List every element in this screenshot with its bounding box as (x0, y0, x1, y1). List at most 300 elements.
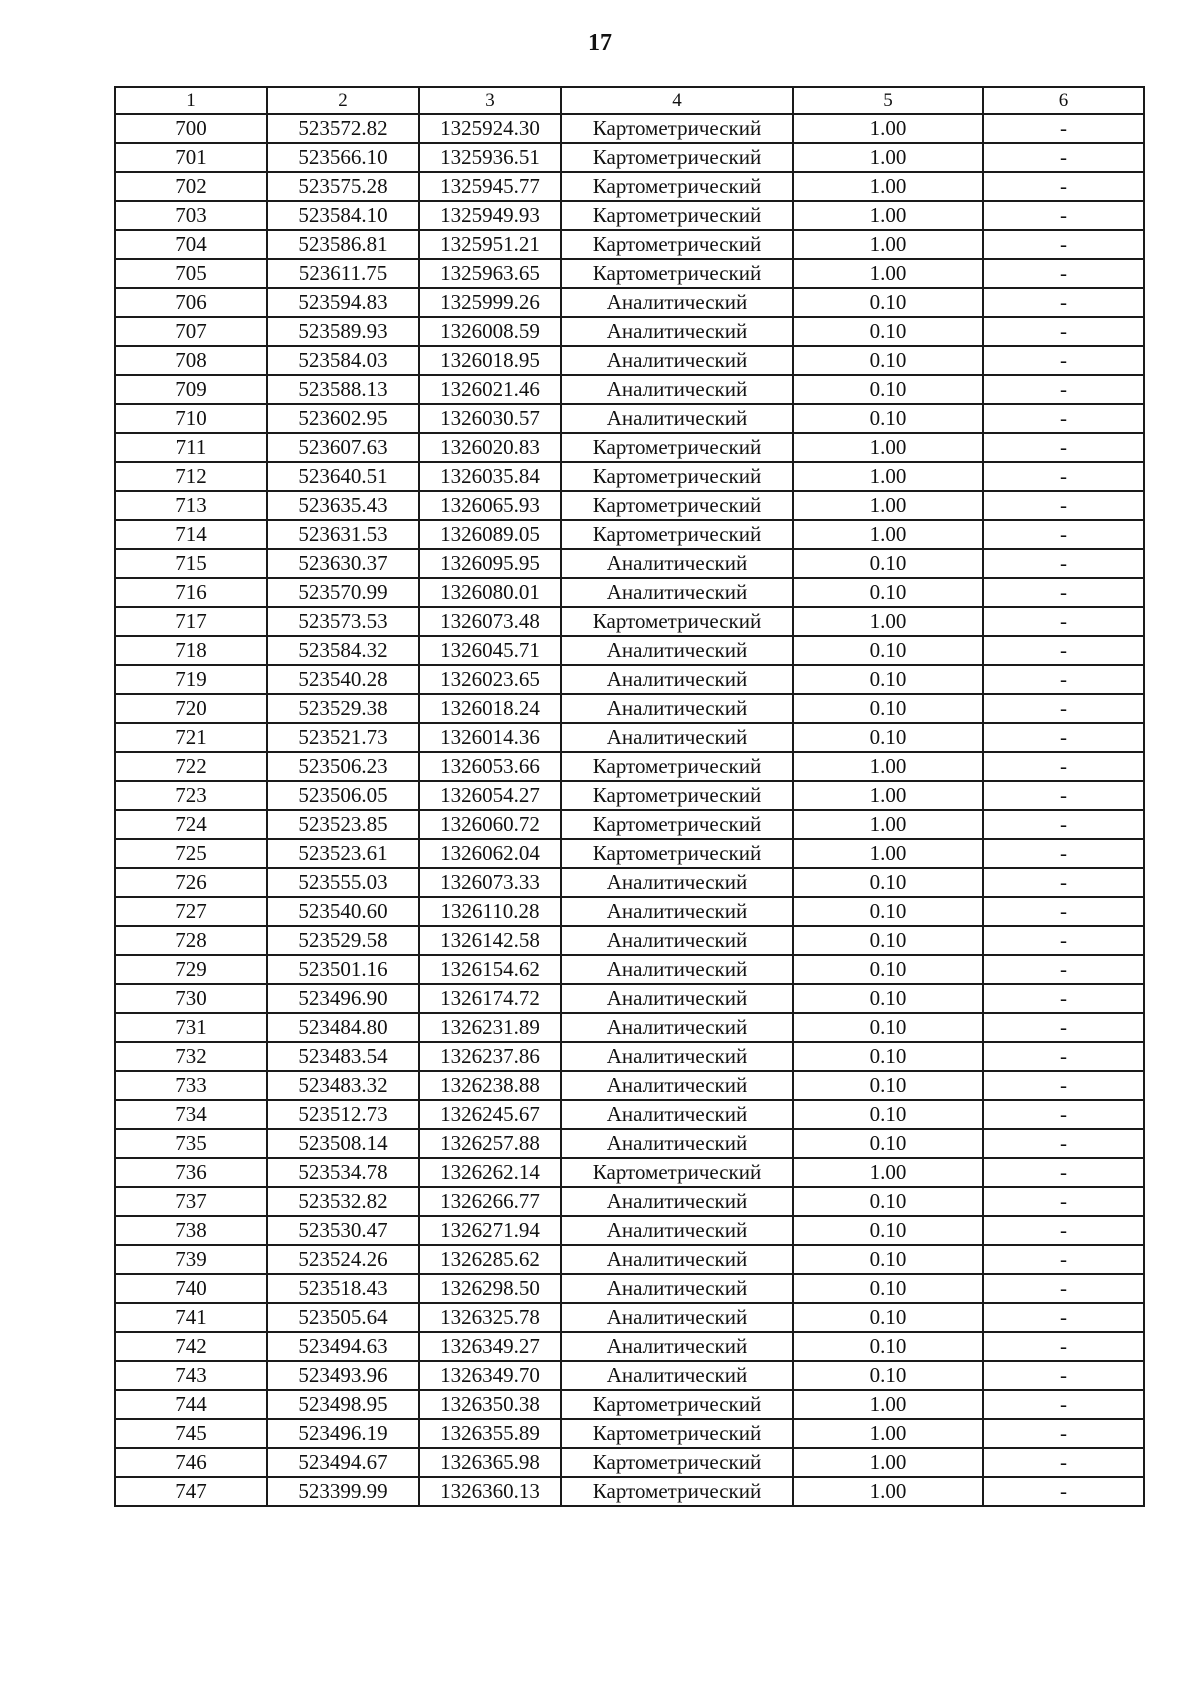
x-coordinate-cell: 523521.73 (267, 723, 419, 752)
description-cell: - (983, 1477, 1144, 1506)
x-coordinate-cell: 523506.05 (267, 781, 419, 810)
table-row (115, 288, 1144, 317)
table-row (115, 1042, 1144, 1071)
x-coordinate-cell: 523523.61 (267, 839, 419, 868)
accuracy-cell: 1.00 (793, 143, 983, 172)
x-coordinate-cell: 523602.95 (267, 404, 419, 433)
description-cell: - (983, 230, 1144, 259)
y-coordinate-cell: 1326035.84 (419, 462, 561, 491)
description-cell: - (983, 1419, 1144, 1448)
point-number-cell: 725 (115, 839, 267, 868)
point-number-cell: 744 (115, 1390, 267, 1419)
point-number-cell: 737 (115, 1187, 267, 1216)
y-coordinate-cell: 1326245.67 (419, 1100, 561, 1129)
column-header: 3 (419, 87, 561, 114)
accuracy-cell: 1.00 (793, 491, 983, 520)
point-number-cell: 715 (115, 549, 267, 578)
x-coordinate-cell: 523594.83 (267, 288, 419, 317)
method-cell: Картометрический (561, 781, 793, 810)
description-cell: - (983, 607, 1144, 636)
method-cell: Аналитический (561, 723, 793, 752)
x-coordinate-cell: 523506.23 (267, 752, 419, 781)
table-row (115, 1303, 1144, 1332)
y-coordinate-cell: 1326325.78 (419, 1303, 561, 1332)
accuracy-cell: 0.10 (793, 955, 983, 984)
point-number-cell: 735 (115, 1129, 267, 1158)
method-cell: Картометрический (561, 201, 793, 230)
point-number-cell: 700 (115, 114, 267, 143)
description-cell: - (983, 1332, 1144, 1361)
y-coordinate-cell: 1326018.24 (419, 694, 561, 723)
description-cell: - (983, 1274, 1144, 1303)
table-row (115, 259, 1144, 288)
x-coordinate-cell: 523498.95 (267, 1390, 419, 1419)
x-coordinate-cell: 523501.16 (267, 955, 419, 984)
description-cell: - (983, 404, 1144, 433)
method-cell: Картометрический (561, 752, 793, 781)
accuracy-cell: 1.00 (793, 230, 983, 259)
x-coordinate-cell: 523496.19 (267, 1419, 419, 1448)
x-coordinate-cell: 523505.64 (267, 1303, 419, 1332)
table-row (115, 752, 1144, 781)
method-cell: Аналитический (561, 317, 793, 346)
table-row (115, 1390, 1144, 1419)
accuracy-cell: 0.10 (793, 694, 983, 723)
method-cell: Аналитический (561, 404, 793, 433)
table-row (115, 1477, 1144, 1506)
x-coordinate-cell: 523529.58 (267, 926, 419, 955)
table-row (115, 404, 1144, 433)
description-cell: - (983, 1158, 1144, 1187)
description-cell: - (983, 839, 1144, 868)
table-row (115, 1361, 1144, 1390)
point-number-cell: 746 (115, 1448, 267, 1477)
table-row (115, 607, 1144, 636)
description-cell: - (983, 259, 1144, 288)
x-coordinate-cell: 523566.10 (267, 143, 419, 172)
point-number-cell: 712 (115, 462, 267, 491)
method-cell: Аналитический (561, 1303, 793, 1332)
table-row (115, 375, 1144, 404)
method-cell: Картометрический (561, 1419, 793, 1448)
point-number-cell: 705 (115, 259, 267, 288)
accuracy-cell: 0.10 (793, 897, 983, 926)
x-coordinate-cell: 523540.28 (267, 665, 419, 694)
x-coordinate-cell: 523399.99 (267, 1477, 419, 1506)
accuracy-cell: 1.00 (793, 462, 983, 491)
x-coordinate-cell: 523534.78 (267, 1158, 419, 1187)
coordinates-table (114, 86, 1145, 1507)
method-cell: Аналитический (561, 346, 793, 375)
x-coordinate-cell: 523589.93 (267, 317, 419, 346)
table-row (115, 897, 1144, 926)
accuracy-cell: 1.00 (793, 607, 983, 636)
x-coordinate-cell: 523530.47 (267, 1216, 419, 1245)
accuracy-cell: 0.10 (793, 1274, 983, 1303)
point-number-cell: 714 (115, 520, 267, 549)
method-cell: Картометрический (561, 520, 793, 549)
method-cell: Аналитический (561, 1361, 793, 1390)
y-coordinate-cell: 1326073.33 (419, 868, 561, 897)
accuracy-cell: 1.00 (793, 810, 983, 839)
table-row (115, 491, 1144, 520)
table-row (115, 1158, 1144, 1187)
description-cell: - (983, 201, 1144, 230)
description-cell: - (983, 317, 1144, 346)
method-cell: Аналитический (561, 897, 793, 926)
point-number-cell: 717 (115, 607, 267, 636)
point-number-cell: 740 (115, 1274, 267, 1303)
accuracy-cell: 1.00 (793, 1390, 983, 1419)
description-cell: - (983, 1303, 1144, 1332)
table-row (115, 636, 1144, 665)
table-row (115, 230, 1144, 259)
x-coordinate-cell: 523512.73 (267, 1100, 419, 1129)
y-coordinate-cell: 1326266.77 (419, 1187, 561, 1216)
description-cell: - (983, 346, 1144, 375)
method-cell: Картометрический (561, 114, 793, 143)
point-number-cell: 701 (115, 143, 267, 172)
x-coordinate-cell: 523555.03 (267, 868, 419, 897)
x-coordinate-cell: 523493.96 (267, 1361, 419, 1390)
table-header-row (115, 87, 1144, 114)
table-row (115, 201, 1144, 230)
x-coordinate-cell: 523529.38 (267, 694, 419, 723)
table-row (115, 1100, 1144, 1129)
point-number-cell: 708 (115, 346, 267, 375)
y-coordinate-cell: 1325949.93 (419, 201, 561, 230)
point-number-cell: 707 (115, 317, 267, 346)
method-cell: Аналитический (561, 1216, 793, 1245)
y-coordinate-cell: 1326060.72 (419, 810, 561, 839)
accuracy-cell: 0.10 (793, 723, 983, 752)
accuracy-cell: 0.10 (793, 1332, 983, 1361)
description-cell: - (983, 868, 1144, 897)
y-coordinate-cell: 1326298.50 (419, 1274, 561, 1303)
x-coordinate-cell: 523523.85 (267, 810, 419, 839)
point-number-cell: 741 (115, 1303, 267, 1332)
method-cell: Аналитический (561, 1187, 793, 1216)
x-coordinate-cell: 523573.53 (267, 607, 419, 636)
method-cell: Аналитический (561, 955, 793, 984)
description-cell: - (983, 143, 1144, 172)
table-row (115, 926, 1144, 955)
x-coordinate-cell: 523607.63 (267, 433, 419, 462)
accuracy-cell: 0.10 (793, 578, 983, 607)
method-cell: Аналитический (561, 984, 793, 1013)
x-coordinate-cell: 523508.14 (267, 1129, 419, 1158)
point-number-cell: 729 (115, 955, 267, 984)
y-coordinate-cell: 1326030.57 (419, 404, 561, 433)
accuracy-cell: 0.10 (793, 926, 983, 955)
point-number-cell: 723 (115, 781, 267, 810)
accuracy-cell: 0.10 (793, 1129, 983, 1158)
y-coordinate-cell: 1326014.36 (419, 723, 561, 752)
y-coordinate-cell: 1326065.93 (419, 491, 561, 520)
description-cell: - (983, 897, 1144, 926)
y-coordinate-cell: 1326142.58 (419, 926, 561, 955)
y-coordinate-cell: 1326154.62 (419, 955, 561, 984)
method-cell: Аналитический (561, 1042, 793, 1071)
point-number-cell: 747 (115, 1477, 267, 1506)
description-cell: - (983, 723, 1144, 752)
point-number-cell: 732 (115, 1042, 267, 1071)
x-coordinate-cell: 523496.90 (267, 984, 419, 1013)
x-coordinate-cell: 523640.51 (267, 462, 419, 491)
description-cell: - (983, 1448, 1144, 1477)
x-coordinate-cell: 523631.53 (267, 520, 419, 549)
accuracy-cell: 0.10 (793, 665, 983, 694)
description-cell: - (983, 288, 1144, 317)
description-cell: - (983, 1129, 1144, 1158)
description-cell: - (983, 1013, 1144, 1042)
y-coordinate-cell: 1326054.27 (419, 781, 561, 810)
table-row (115, 723, 1144, 752)
y-coordinate-cell: 1326045.71 (419, 636, 561, 665)
x-coordinate-cell: 523532.82 (267, 1187, 419, 1216)
x-coordinate-cell: 523630.37 (267, 549, 419, 578)
point-number-cell: 727 (115, 897, 267, 926)
y-coordinate-cell: 1325951.21 (419, 230, 561, 259)
table-row (115, 143, 1144, 172)
y-coordinate-cell: 1326008.59 (419, 317, 561, 346)
point-number-cell: 703 (115, 201, 267, 230)
y-coordinate-cell: 1326360.13 (419, 1477, 561, 1506)
description-cell: - (983, 1216, 1144, 1245)
point-number-cell: 742 (115, 1332, 267, 1361)
description-cell: - (983, 1071, 1144, 1100)
method-cell: Картометрический (561, 1477, 793, 1506)
point-number-cell: 722 (115, 752, 267, 781)
method-cell: Картометрический (561, 491, 793, 520)
method-cell: Аналитический (561, 1100, 793, 1129)
method-cell: Картометрический (561, 839, 793, 868)
table-row (115, 172, 1144, 201)
table-row (115, 520, 1144, 549)
point-number-cell: 724 (115, 810, 267, 839)
accuracy-cell: 1.00 (793, 752, 983, 781)
column-header: 4 (561, 87, 793, 114)
table-row (115, 578, 1144, 607)
method-cell: Аналитический (561, 926, 793, 955)
accuracy-cell: 0.10 (793, 1100, 983, 1129)
x-coordinate-cell: 523540.60 (267, 897, 419, 926)
x-coordinate-cell: 523586.81 (267, 230, 419, 259)
method-cell: Аналитический (561, 288, 793, 317)
y-coordinate-cell: 1326355.89 (419, 1419, 561, 1448)
method-cell: Картометрический (561, 1390, 793, 1419)
point-number-cell: 718 (115, 636, 267, 665)
description-cell: - (983, 114, 1144, 143)
page-number: 17 (588, 30, 612, 56)
x-coordinate-cell: 523588.13 (267, 375, 419, 404)
table-row (115, 781, 1144, 810)
point-number-cell: 710 (115, 404, 267, 433)
method-cell: Картометрический (561, 607, 793, 636)
table-row (115, 694, 1144, 723)
y-coordinate-cell: 1326023.65 (419, 665, 561, 694)
point-number-cell: 731 (115, 1013, 267, 1042)
description-cell: - (983, 1187, 1144, 1216)
table-row (115, 839, 1144, 868)
table-row (115, 346, 1144, 375)
table-row (115, 433, 1144, 462)
table-row (115, 1216, 1144, 1245)
accuracy-cell: 0.10 (793, 984, 983, 1013)
y-coordinate-cell: 1326262.14 (419, 1158, 561, 1187)
y-coordinate-cell: 1326110.28 (419, 897, 561, 926)
accuracy-cell: 0.10 (793, 868, 983, 897)
method-cell: Аналитический (561, 1245, 793, 1274)
x-coordinate-cell: 523483.32 (267, 1071, 419, 1100)
description-cell: - (983, 1390, 1144, 1419)
point-number-cell: 711 (115, 433, 267, 462)
point-number-cell: 733 (115, 1071, 267, 1100)
y-coordinate-cell: 1325945.77 (419, 172, 561, 201)
description-cell: - (983, 636, 1144, 665)
x-coordinate-cell: 523575.28 (267, 172, 419, 201)
description-cell: - (983, 462, 1144, 491)
y-coordinate-cell: 1326231.89 (419, 1013, 561, 1042)
method-cell: Аналитический (561, 636, 793, 665)
method-cell: Аналитический (561, 1129, 793, 1158)
method-cell: Картометрический (561, 1448, 793, 1477)
point-number-cell: 702 (115, 172, 267, 201)
x-coordinate-cell: 523584.03 (267, 346, 419, 375)
point-number-cell: 726 (115, 868, 267, 897)
table-row (115, 462, 1144, 491)
point-number-cell: 720 (115, 694, 267, 723)
table-row (115, 1129, 1144, 1158)
accuracy-cell: 0.10 (793, 636, 983, 665)
x-coordinate-cell: 523584.10 (267, 201, 419, 230)
x-coordinate-cell: 523518.43 (267, 1274, 419, 1303)
y-coordinate-cell: 1326365.98 (419, 1448, 561, 1477)
accuracy-cell: 1.00 (793, 433, 983, 462)
description-cell: - (983, 752, 1144, 781)
y-coordinate-cell: 1325963.65 (419, 259, 561, 288)
accuracy-cell: 1.00 (793, 781, 983, 810)
y-coordinate-cell: 1326020.83 (419, 433, 561, 462)
accuracy-cell: 1.00 (793, 172, 983, 201)
table-row (115, 810, 1144, 839)
table-body (115, 87, 1144, 1506)
y-coordinate-cell: 1326021.46 (419, 375, 561, 404)
description-cell: - (983, 520, 1144, 549)
column-header: 1 (115, 87, 267, 114)
x-coordinate-cell: 523494.63 (267, 1332, 419, 1361)
point-number-cell: 738 (115, 1216, 267, 1245)
description-cell: - (983, 1245, 1144, 1274)
description-cell: - (983, 665, 1144, 694)
point-number-cell: 736 (115, 1158, 267, 1187)
accuracy-cell: 1.00 (793, 1158, 983, 1187)
y-coordinate-cell: 1326089.05 (419, 520, 561, 549)
table-row (115, 317, 1144, 346)
table-row (115, 955, 1144, 984)
table-row (115, 549, 1144, 578)
point-number-cell: 734 (115, 1100, 267, 1129)
y-coordinate-cell: 1326018.95 (419, 346, 561, 375)
y-coordinate-cell: 1326073.48 (419, 607, 561, 636)
accuracy-cell: 0.10 (793, 375, 983, 404)
y-coordinate-cell: 1326238.88 (419, 1071, 561, 1100)
y-coordinate-cell: 1326080.01 (419, 578, 561, 607)
point-number-cell: 730 (115, 984, 267, 1013)
y-coordinate-cell: 1326237.86 (419, 1042, 561, 1071)
method-cell: Аналитический (561, 578, 793, 607)
description-cell: - (983, 926, 1144, 955)
table-row (115, 665, 1144, 694)
y-coordinate-cell: 1326350.38 (419, 1390, 561, 1419)
accuracy-cell: 0.10 (793, 1187, 983, 1216)
accuracy-cell: 0.10 (793, 404, 983, 433)
method-cell: Картометрический (561, 143, 793, 172)
point-number-cell: 728 (115, 926, 267, 955)
y-coordinate-cell: 1326349.70 (419, 1361, 561, 1390)
column-header: 5 (793, 87, 983, 114)
description-cell: - (983, 375, 1144, 404)
method-cell: Картометрический (561, 230, 793, 259)
accuracy-cell: 1.00 (793, 259, 983, 288)
table-row (115, 868, 1144, 897)
y-coordinate-cell: 1325924.30 (419, 114, 561, 143)
point-number-cell: 743 (115, 1361, 267, 1390)
x-coordinate-cell: 523584.32 (267, 636, 419, 665)
x-coordinate-cell: 523635.43 (267, 491, 419, 520)
method-cell: Картометрический (561, 462, 793, 491)
table-row (115, 984, 1144, 1013)
method-cell: Аналитический (561, 1274, 793, 1303)
point-number-cell: 719 (115, 665, 267, 694)
accuracy-cell: 0.10 (793, 1071, 983, 1100)
description-cell: - (983, 578, 1144, 607)
description-cell: - (983, 1100, 1144, 1129)
accuracy-cell: 0.10 (793, 1216, 983, 1245)
table-row (115, 1245, 1144, 1274)
x-coordinate-cell: 523483.54 (267, 1042, 419, 1071)
accuracy-cell: 1.00 (793, 201, 983, 230)
method-cell: Аналитический (561, 868, 793, 897)
method-cell: Аналитический (561, 1013, 793, 1042)
method-cell: Картометрический (561, 433, 793, 462)
description-cell: - (983, 491, 1144, 520)
table-row (115, 1419, 1144, 1448)
x-coordinate-cell: 523611.75 (267, 259, 419, 288)
x-coordinate-cell: 523570.99 (267, 578, 419, 607)
method-cell: Аналитический (561, 1332, 793, 1361)
point-number-cell: 716 (115, 578, 267, 607)
accuracy-cell: 0.10 (793, 1245, 983, 1274)
point-number-cell: 706 (115, 288, 267, 317)
method-cell: Аналитический (561, 694, 793, 723)
description-cell: - (983, 781, 1144, 810)
point-number-cell: 704 (115, 230, 267, 259)
description-cell: - (983, 1361, 1144, 1390)
method-cell: Аналитический (561, 375, 793, 404)
x-coordinate-cell: 523484.80 (267, 1013, 419, 1042)
accuracy-cell: 0.10 (793, 1303, 983, 1332)
accuracy-cell: 1.00 (793, 114, 983, 143)
description-cell: - (983, 172, 1144, 201)
accuracy-cell: 0.10 (793, 1361, 983, 1390)
table-row (115, 114, 1144, 143)
description-cell: - (983, 955, 1144, 984)
y-coordinate-cell: 1326349.27 (419, 1332, 561, 1361)
y-coordinate-cell: 1326095.95 (419, 549, 561, 578)
y-coordinate-cell: 1326174.72 (419, 984, 561, 1013)
y-coordinate-cell: 1326271.94 (419, 1216, 561, 1245)
